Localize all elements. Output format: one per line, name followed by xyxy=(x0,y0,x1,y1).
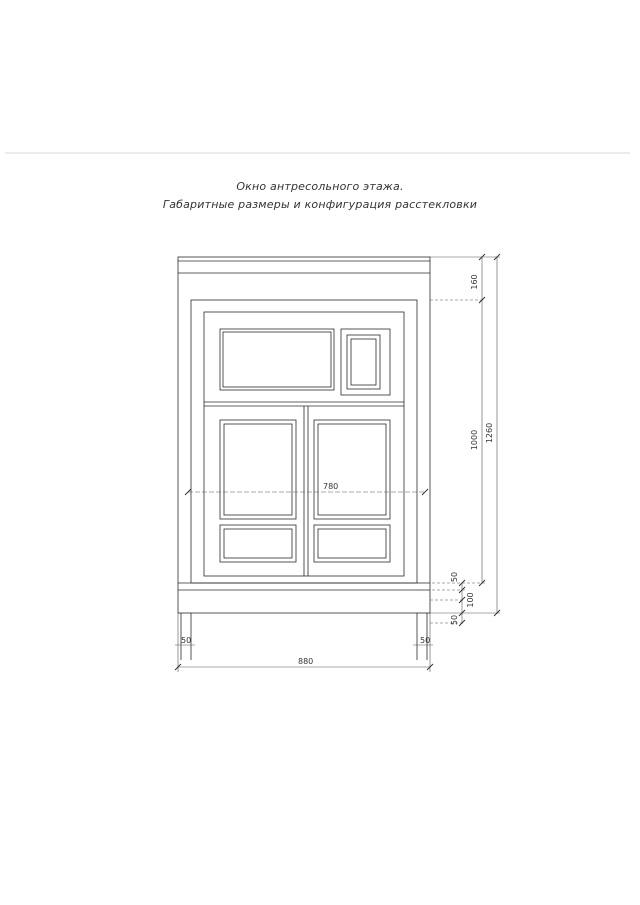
window-frame xyxy=(178,257,430,660)
dim-160-label: 160 xyxy=(470,274,479,290)
lower-left-big-glass xyxy=(224,424,292,515)
dim-50-right-lower-label: 50 xyxy=(450,614,459,626)
drawing-title: Окно антресольного этажа. xyxy=(236,180,404,193)
dim-1260-label: 1260 xyxy=(485,422,494,444)
top-left-pane xyxy=(220,329,334,390)
dim-780-label: 780 xyxy=(323,482,339,491)
dim-50-bottom-left-label: 50 xyxy=(181,636,192,645)
dim-880-label: 880 xyxy=(298,657,314,666)
lower-left-small-pane xyxy=(220,525,296,562)
lower-right-big-pane xyxy=(314,420,390,519)
lower-left-big-pane xyxy=(220,420,296,519)
drawing-subtitle: Габаритные размеры и конфигурация расстекловки xyxy=(162,198,478,211)
lower-right-small-pane xyxy=(314,525,390,562)
lower-right-small-glass xyxy=(318,529,386,558)
lower-left-small-glass xyxy=(224,529,292,558)
dim-100-label: 100 xyxy=(466,592,475,608)
dim-1000-label: 1000 xyxy=(470,429,479,451)
top-right-glass xyxy=(351,339,376,385)
dim-50-bottom-right-label: 50 xyxy=(420,636,431,645)
top-right-sash xyxy=(347,335,380,389)
dim-50-right-upper-label: 50 xyxy=(450,571,459,583)
lower-right-big-glass xyxy=(318,424,386,515)
top-left-glass xyxy=(223,332,331,387)
